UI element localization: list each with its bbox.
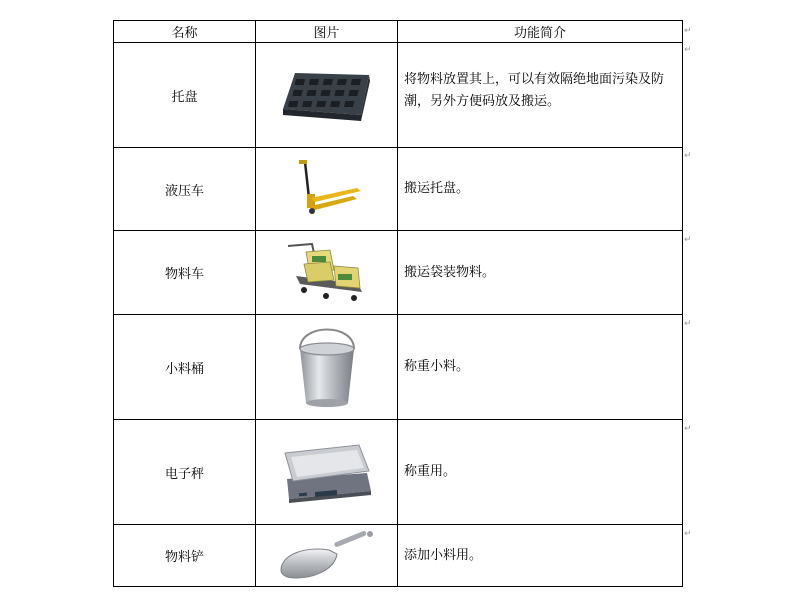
paragraph-mark: ↵: [684, 424, 692, 434]
row-description: 添加小料用。: [398, 525, 683, 587]
table-header-row: [114, 21, 683, 43]
paragraph-mark: ↵: [684, 151, 692, 161]
pallet-icon: [277, 65, 377, 125]
table-row: [114, 525, 683, 587]
row-description: 将物料放置其上，可以有效隔绝地面污染及防潮，另外方便码放及搬运。: [398, 43, 683, 148]
row-name: 电子秤: [114, 420, 256, 525]
row-name: 托盘: [114, 43, 256, 148]
table-row: [114, 315, 683, 420]
equipment-table: [113, 20, 683, 587]
table-row: [114, 231, 683, 315]
paragraph-mark: ↵: [684, 26, 692, 36]
electronic-scale-icon: [279, 437, 375, 507]
material-cart-icon: [282, 240, 372, 306]
steel-bucket-icon: [294, 325, 360, 409]
paragraph-mark: ↵: [684, 45, 692, 55]
paragraph-mark: ↵: [684, 319, 692, 329]
table-row: [114, 148, 683, 231]
hydraulic-pallet-jack-icon: [287, 158, 367, 220]
header-description: 功能简介: [398, 21, 683, 43]
row-description: 搬运袋装物料。: [398, 231, 683, 315]
table-row: [114, 420, 683, 525]
table-row: [114, 43, 683, 148]
material-scoop-icon: [277, 530, 377, 582]
row-name: 液压车: [114, 148, 256, 231]
row-name: 物料车: [114, 231, 256, 315]
header-name: 名称: [114, 21, 256, 43]
row-name: 小料桶: [114, 315, 256, 420]
row-description: 搬运托盘。: [398, 148, 683, 231]
paragraph-mark: ↵: [684, 235, 692, 245]
row-name: 物料铲: [114, 525, 256, 587]
header-image: 图片: [256, 21, 398, 43]
row-description: 称重小料。: [398, 315, 683, 420]
paragraph-mark: ↵: [684, 529, 692, 539]
row-description: 称重用。: [398, 420, 683, 525]
